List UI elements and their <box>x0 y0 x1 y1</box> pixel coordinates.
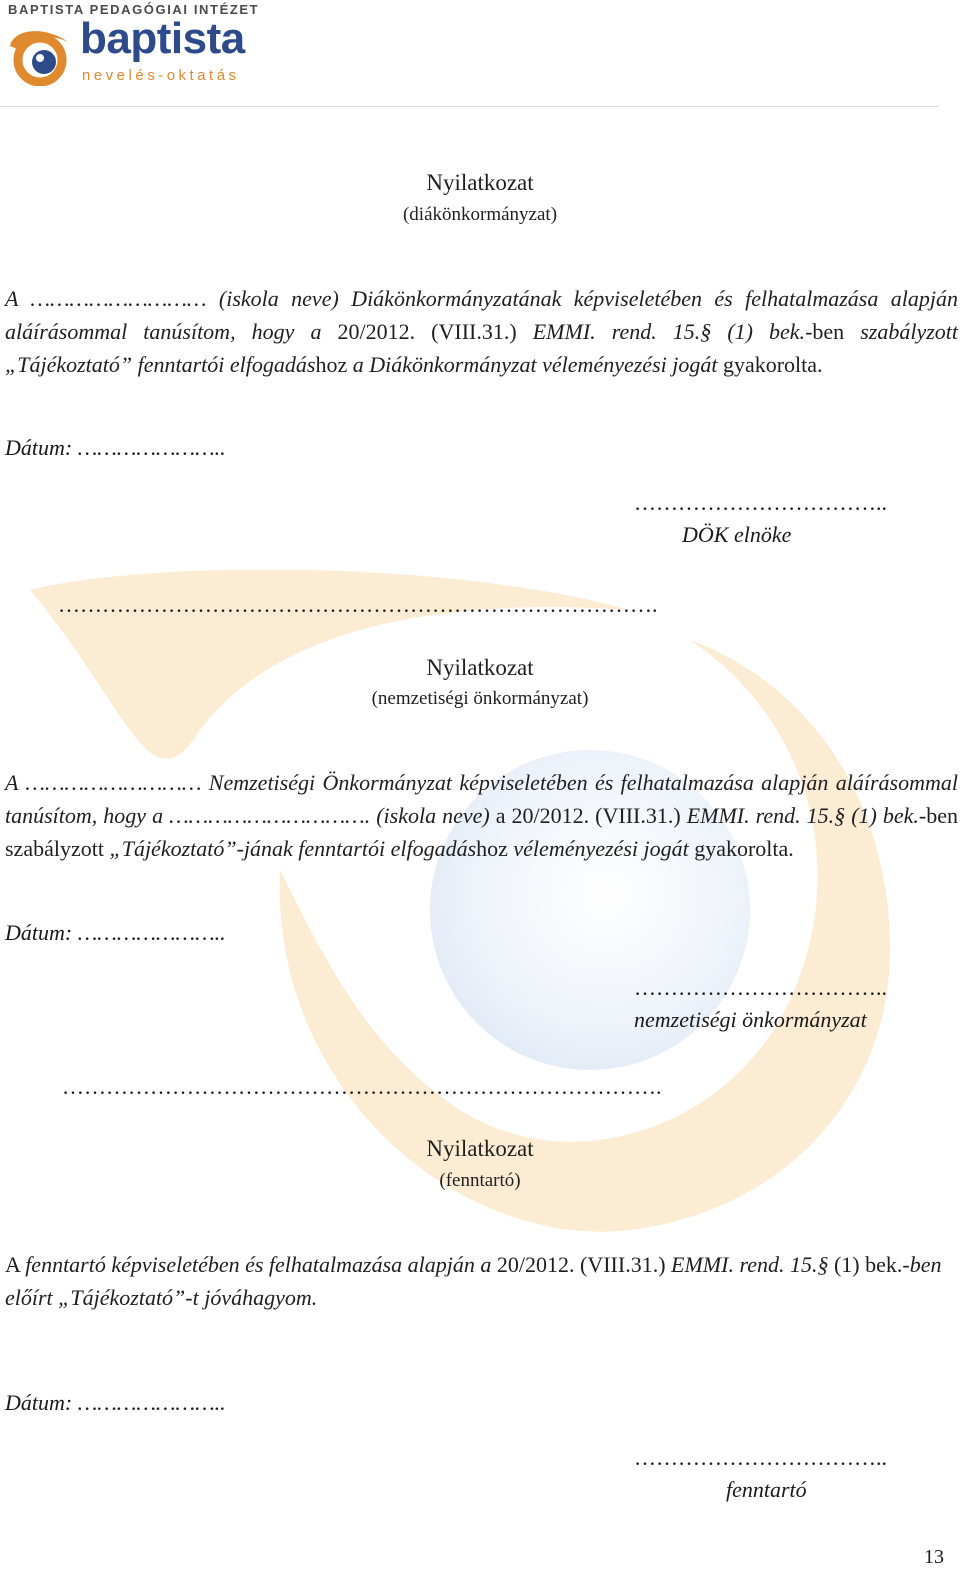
declaration-paragraph <box>5 1248 958 1314</box>
section-subtitle: (fenntartó) <box>439 1170 521 1191</box>
text-run: A <box>5 1252 26 1277</box>
signature-label: fenntartó <box>726 1477 807 1502</box>
text-run: hoz <box>315 352 353 377</box>
page-number: 13 <box>924 1546 944 1568</box>
text-run: EMMI. rend. 15.§ (1) bek. <box>686 803 919 828</box>
section-separator: ………………………………………………………………………. <box>62 1074 662 1099</box>
text-run: EMMI. rend. 15.§ <box>671 1252 834 1277</box>
signature-label: DÖK elnöke <box>682 522 792 547</box>
text-run: -ben szabályzott <box>5 803 958 861</box>
text-run: A ……………………… <box>5 286 219 311</box>
brand-wordmark: baptista <box>80 14 245 63</box>
text-run: szabályzott „Tájékoztató” fenntartói elfogadás <box>5 319 959 377</box>
signature-line: …………………………….. <box>634 490 887 515</box>
section-subtitle: (diákönkormányzat) <box>402 204 558 225</box>
date-field: Dátum: ………………….. <box>5 1390 226 1415</box>
section-subtitle: (nemzetiségi önkormányzat) <box>371 688 589 709</box>
text-run: a Diákönkormányzat véleményezési jogát <box>352 352 723 377</box>
text-run: „Tájékoztató”-jának fenntartói elfogadás <box>109 836 477 861</box>
text-run: EMMI. rend. 15.§ (1) bek. <box>532 319 806 344</box>
date-field: Dátum: ………………….. <box>5 920 226 945</box>
section-title: Nyilatkozat <box>426 1136 534 1161</box>
text-run: A ……………………… Nemzetiségi Önkormányzat képviseletében és felhatalmazása alapján aláírásommal tanúsítom, hogy a …………………………. (iskola neve) <box>5 770 958 828</box>
text-run: hoz <box>476 836 514 861</box>
date-field: Dátum: ………………….. <box>5 435 226 460</box>
text-run: 20/2012. (VIII.31.) <box>337 319 533 344</box>
text-run: -ben <box>805 319 861 344</box>
declaration-paragraph <box>5 282 958 381</box>
section-separator: ………………………………………………………………………. <box>58 592 658 617</box>
org-name: BAPTISTA PEDAGÓGIAI INTÉZET <box>8 2 260 17</box>
text-run: véleményezési jogát <box>513 836 695 861</box>
declaration-paragraph <box>5 766 958 865</box>
signature-line: …………………………….. <box>634 975 887 1000</box>
signature-line: …………………………….. <box>634 1445 887 1470</box>
text-run: (1) bek. <box>833 1252 903 1277</box>
text-run: (iskola neve) Diákönkormányzatának képviseletében és felhatalmazása alapján aláírásommal tanúsítom, hogy a <box>5 286 958 344</box>
section-title: Nyilatkozat <box>426 170 534 195</box>
text-run: -ben előírt „Tájékoztató”-t jóváhagyom. <box>5 1252 942 1310</box>
brand-tagline: nevelés-oktatás <box>82 67 240 84</box>
section-title: Nyilatkozat <box>426 655 534 680</box>
signature-label: nemzetiségi önkormányzat <box>634 1007 867 1032</box>
text-run: a 20/2012. (VIII.31.) <box>495 803 687 828</box>
text-run: fenntartó képviseletében és felhatalmazása alapján a <box>25 1252 497 1277</box>
text-run: 20/2012. (VIII.31.) <box>496 1252 672 1277</box>
text-run: gyakorolta. <box>722 352 823 377</box>
text-run: gyakorolta. <box>694 836 794 861</box>
